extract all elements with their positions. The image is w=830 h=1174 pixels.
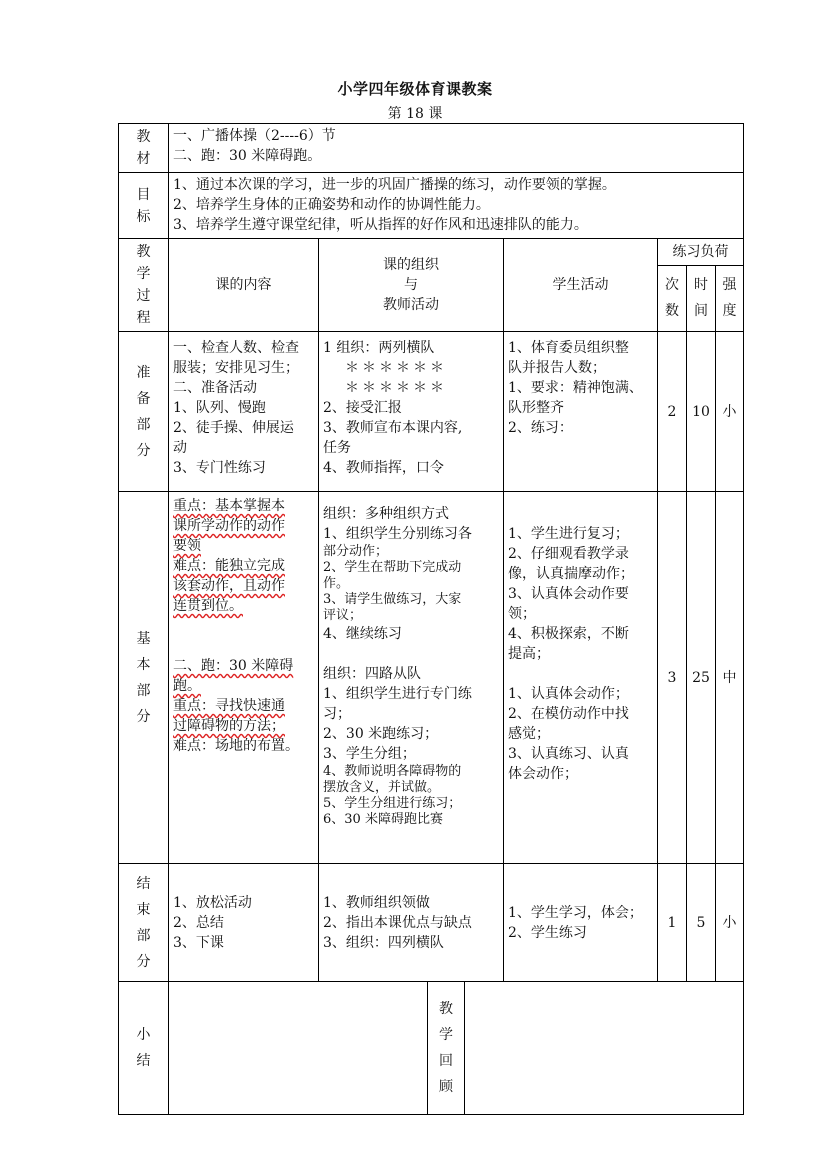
basic-intensity: 中 — [716, 492, 744, 864]
basic-duration: 25 — [687, 492, 716, 864]
duration-header: 时 间 — [687, 265, 716, 331]
review-label: 教 学 回 顾 — [428, 982, 465, 1114]
summary-row — [119, 982, 744, 1115]
material-label: 教 材 — [119, 124, 169, 173]
goal-label: 目 标 — [119, 173, 169, 239]
prep-content: 一、检查人数、检查 服装；安排见习生； 二、准备活动 1、队列、慢跑 2、徒手操、伸展运 动 3、专门性练习 — [169, 332, 319, 492]
basic-times: 3 — [658, 492, 687, 864]
process-label: 教 学 过 程 — [119, 239, 169, 332]
prep-student: 1、体育委员组织整 队并报告人数； 1、要求：精神饱满、 队形整齐 2、练习： — [504, 332, 658, 492]
end-content: 1、放松活动 2、总结 3、下课 — [169, 864, 319, 982]
prep-times: 2 — [658, 332, 687, 492]
review-blank — [465, 982, 743, 1114]
prep-intensity: 小 — [716, 332, 744, 492]
basic-student: 1、学生进行复习； 2、仔细观看教学录 像，认真揣摩动作； 3、认真体会动作要 领； 4、积极探索，不断 提高； 1、认真体会动作； 2、在模仿动作中找 感觉； 3、认真练习、认真 体会动作； — [504, 492, 658, 864]
lesson-number: 第 18 课 — [387, 106, 443, 122]
end-org: 1、教师组织领做 2、指出本课优点与缺点 3、组织：四列横队 — [319, 864, 504, 982]
formation-stars: ＊＊＊＊＊＊ — [345, 380, 447, 396]
summary-blank — [169, 982, 428, 1114]
end-row — [119, 864, 744, 982]
goal-row — [119, 173, 744, 239]
load-header: 练习负荷 — [658, 239, 744, 266]
header-row-1 — [119, 239, 744, 266]
end-duration: 5 — [687, 864, 716, 982]
summary-area — [169, 982, 744, 1115]
basic-label: 基 本 部 分 — [119, 492, 169, 864]
page-title: 小学四年级体育课教案 — [337, 80, 493, 98]
student-header: 学生活动 — [504, 239, 658, 332]
content-header: 课的内容 — [169, 239, 319, 332]
goal-content: 1、通过本次课的学习，进一步的巩固广播操的练习，动作要领的掌握。 2、培养学生身体的正确姿势和动作的协调性能力。 3、培养学生遵守课堂纪律，听从指挥的好作风和迅速排队的能力。 — [169, 173, 744, 239]
lesson-plan-table — [118, 123, 744, 1115]
times-header: 次 数 — [658, 265, 687, 331]
basic-row — [119, 492, 744, 864]
prep-row — [119, 332, 744, 492]
org-header: 课的组织 与 教师活动 — [319, 239, 504, 332]
end-times: 1 — [658, 864, 687, 982]
end-label: 结 束 部 分 — [119, 864, 169, 982]
formation-stars: ＊＊＊＊＊＊ — [345, 360, 447, 376]
prep-duration: 10 — [687, 332, 716, 492]
end-intensity: 小 — [716, 864, 744, 982]
intensity-header: 强 度 — [716, 265, 744, 331]
material-row — [119, 124, 744, 173]
material-content: 一、广播体操（2----6）节 二、跑：30 米障碍跑。 — [169, 124, 744, 173]
end-student: 1、学生学习，体会； 2、学生练习 — [504, 864, 658, 982]
prep-label: 准 备 部 分 — [119, 332, 169, 492]
basic-org: 组织：多种组织方式 1、组织学生分别练习各 部分动作； 2、学生在帮助下完成动 作。 3、请学生做练习，大家 评议； 4、继续练习 组织：四路从队 1、组织学生进行专门练 习； 2、30 米跑练习； 3、学生分组； 4、教师说明各障碍物的 摆放含义，并试做。 5、学生分组进行练习； 6、30 米障碍跑比赛 — [319, 492, 504, 864]
basic-content: 重点：基本掌握本 课所学动作的动作 要领 难点：能独立完成 该套动作，且动作 连贯到位。 二、跑：30 米障碍 跑。 重点：寻找快速通 过障碍物的方法； 难点：场地的布置。 — [169, 492, 319, 864]
prep-org: 1 组织：两列横队 ＊＊＊＊＊＊ ＊＊＊＊＊＊ 2、接受汇报 3、教师宣布本课内容, 任务 4、教师指挥，口令 — [319, 332, 504, 492]
summary-label: 小 结 — [119, 982, 169, 1115]
